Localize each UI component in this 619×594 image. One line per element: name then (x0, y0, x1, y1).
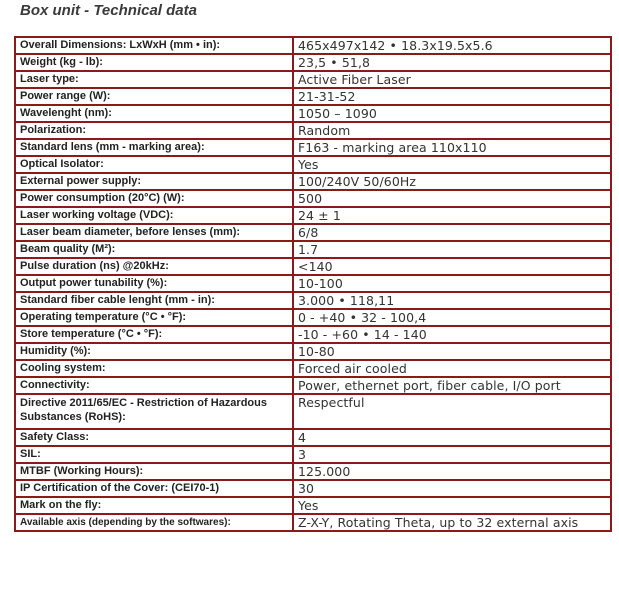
spec-label: Standard lens (mm - marking area): (15, 139, 293, 156)
table-row (15, 241, 611, 258)
table-row (15, 343, 611, 360)
spec-label: Optical Isolator: (15, 156, 293, 173)
spec-value: Yes (293, 497, 611, 514)
table-row (15, 190, 611, 207)
spec-value: 3.000 • 118,11 (293, 292, 611, 309)
spec-value: 0 - +40 • 32 - 100,4 (293, 309, 611, 326)
table-row (15, 37, 611, 54)
table-row (15, 258, 611, 275)
spec-value: 6/8 (293, 224, 611, 241)
spec-label: Laser working voltage (VDC): (15, 207, 293, 224)
table-row (15, 156, 611, 173)
spec-label: Polarization: (15, 122, 293, 139)
spec-label: MTBF (Working Hours): (15, 463, 293, 480)
spec-value: 100/240V 50/60Hz (293, 173, 611, 190)
page-title: Box unit - Technical data (20, 2, 197, 19)
spec-label: Laser type: (15, 71, 293, 88)
spec-value: 500 (293, 190, 611, 207)
spec-label: Standard fiber cable lenght (mm - in): (15, 292, 293, 309)
spec-value: <140 (293, 258, 611, 275)
technical-data-table (14, 36, 612, 532)
spec-value: 1050 – 1090 (293, 105, 611, 122)
spec-value: Z-X-Y, Rotating Theta, up to 32 external axis (293, 514, 611, 531)
spec-label: Available axis (depending by the softwares): (15, 514, 293, 531)
spec-value: F163 - marking area 110x110 (293, 139, 611, 156)
spec-label: Humidity (%): (15, 343, 293, 360)
spec-label: Mark on the fly: (15, 497, 293, 514)
table-row (15, 88, 611, 105)
table-row (15, 480, 611, 497)
spec-label: Wavelenght (nm): (15, 105, 293, 122)
spec-value: -10 - +60 • 14 - 140 (293, 326, 611, 343)
table-row (15, 54, 611, 71)
spec-label: SIL: (15, 446, 293, 463)
spec-value: Power, ethernet port, fiber cable, I/O port (293, 377, 611, 394)
spec-label: Power range (W): (15, 88, 293, 105)
spec-label: Pulse duration (ns) @20kHz: (15, 258, 293, 275)
table-row (15, 463, 611, 480)
spec-value: 1.7 (293, 241, 611, 258)
table-row (15, 497, 611, 514)
spec-value: Random (293, 122, 611, 139)
table-row (15, 377, 611, 394)
table-row (15, 105, 611, 122)
table-row (15, 446, 611, 463)
spec-value: 24 ± 1 (293, 207, 611, 224)
spec-label: Output power tunability (%): (15, 275, 293, 292)
table-row (15, 173, 611, 190)
spec-label: Weight (kg - lb): (15, 54, 293, 71)
table-row (15, 309, 611, 326)
table-row (15, 122, 611, 139)
table-row (15, 514, 611, 531)
spec-value: 465x497x142 • 18.3x19.5x5.6 (293, 37, 611, 54)
spec-value: 30 (293, 480, 611, 497)
spec-label: Operating temperature (°C • °F): (15, 309, 293, 326)
spec-value: 3 (293, 446, 611, 463)
table-row (15, 71, 611, 88)
spec-label: Safety Class: (15, 429, 293, 446)
table-row (15, 360, 611, 377)
table-row (15, 326, 611, 343)
spec-value: 4 (293, 429, 611, 446)
table-row (15, 207, 611, 224)
spec-label: Power consumption (20°C) (W): (15, 190, 293, 207)
spec-label: Laser beam diameter, before lenses (mm): (15, 224, 293, 241)
table-row (15, 429, 611, 446)
spec-value: 23,5 • 51,8 (293, 54, 611, 71)
spec-label: Connectivity: (15, 377, 293, 394)
spec-value: Active Fiber Laser (293, 71, 611, 88)
spec-value: Forced air cooled (293, 360, 611, 377)
spec-label: External power supply: (15, 173, 293, 190)
spec-value: 21-31-52 (293, 88, 611, 105)
table-row (15, 275, 611, 292)
table-row (15, 139, 611, 156)
spec-value: Respectful (293, 394, 611, 429)
spec-label: Beam quality (M²): (15, 241, 293, 258)
table-row (15, 394, 611, 429)
spec-value: 10-80 (293, 343, 611, 360)
table-row (15, 224, 611, 241)
table-row (15, 292, 611, 309)
spec-label: Store temperature (°C • °F): (15, 326, 293, 343)
spec-value: Yes (293, 156, 611, 173)
spec-label: Overall Dimensions: LxWxH (mm • in): (15, 37, 293, 54)
spec-label: IP Certification of the Cover: (CEI70-1) (15, 480, 293, 497)
spec-label: Cooling system: (15, 360, 293, 377)
spec-value: 125.000 (293, 463, 611, 480)
spec-value: 10-100 (293, 275, 611, 292)
spec-label: Directive 2011/65/EC - Restriction of Hazardous Substances (RoHS): (15, 394, 293, 429)
